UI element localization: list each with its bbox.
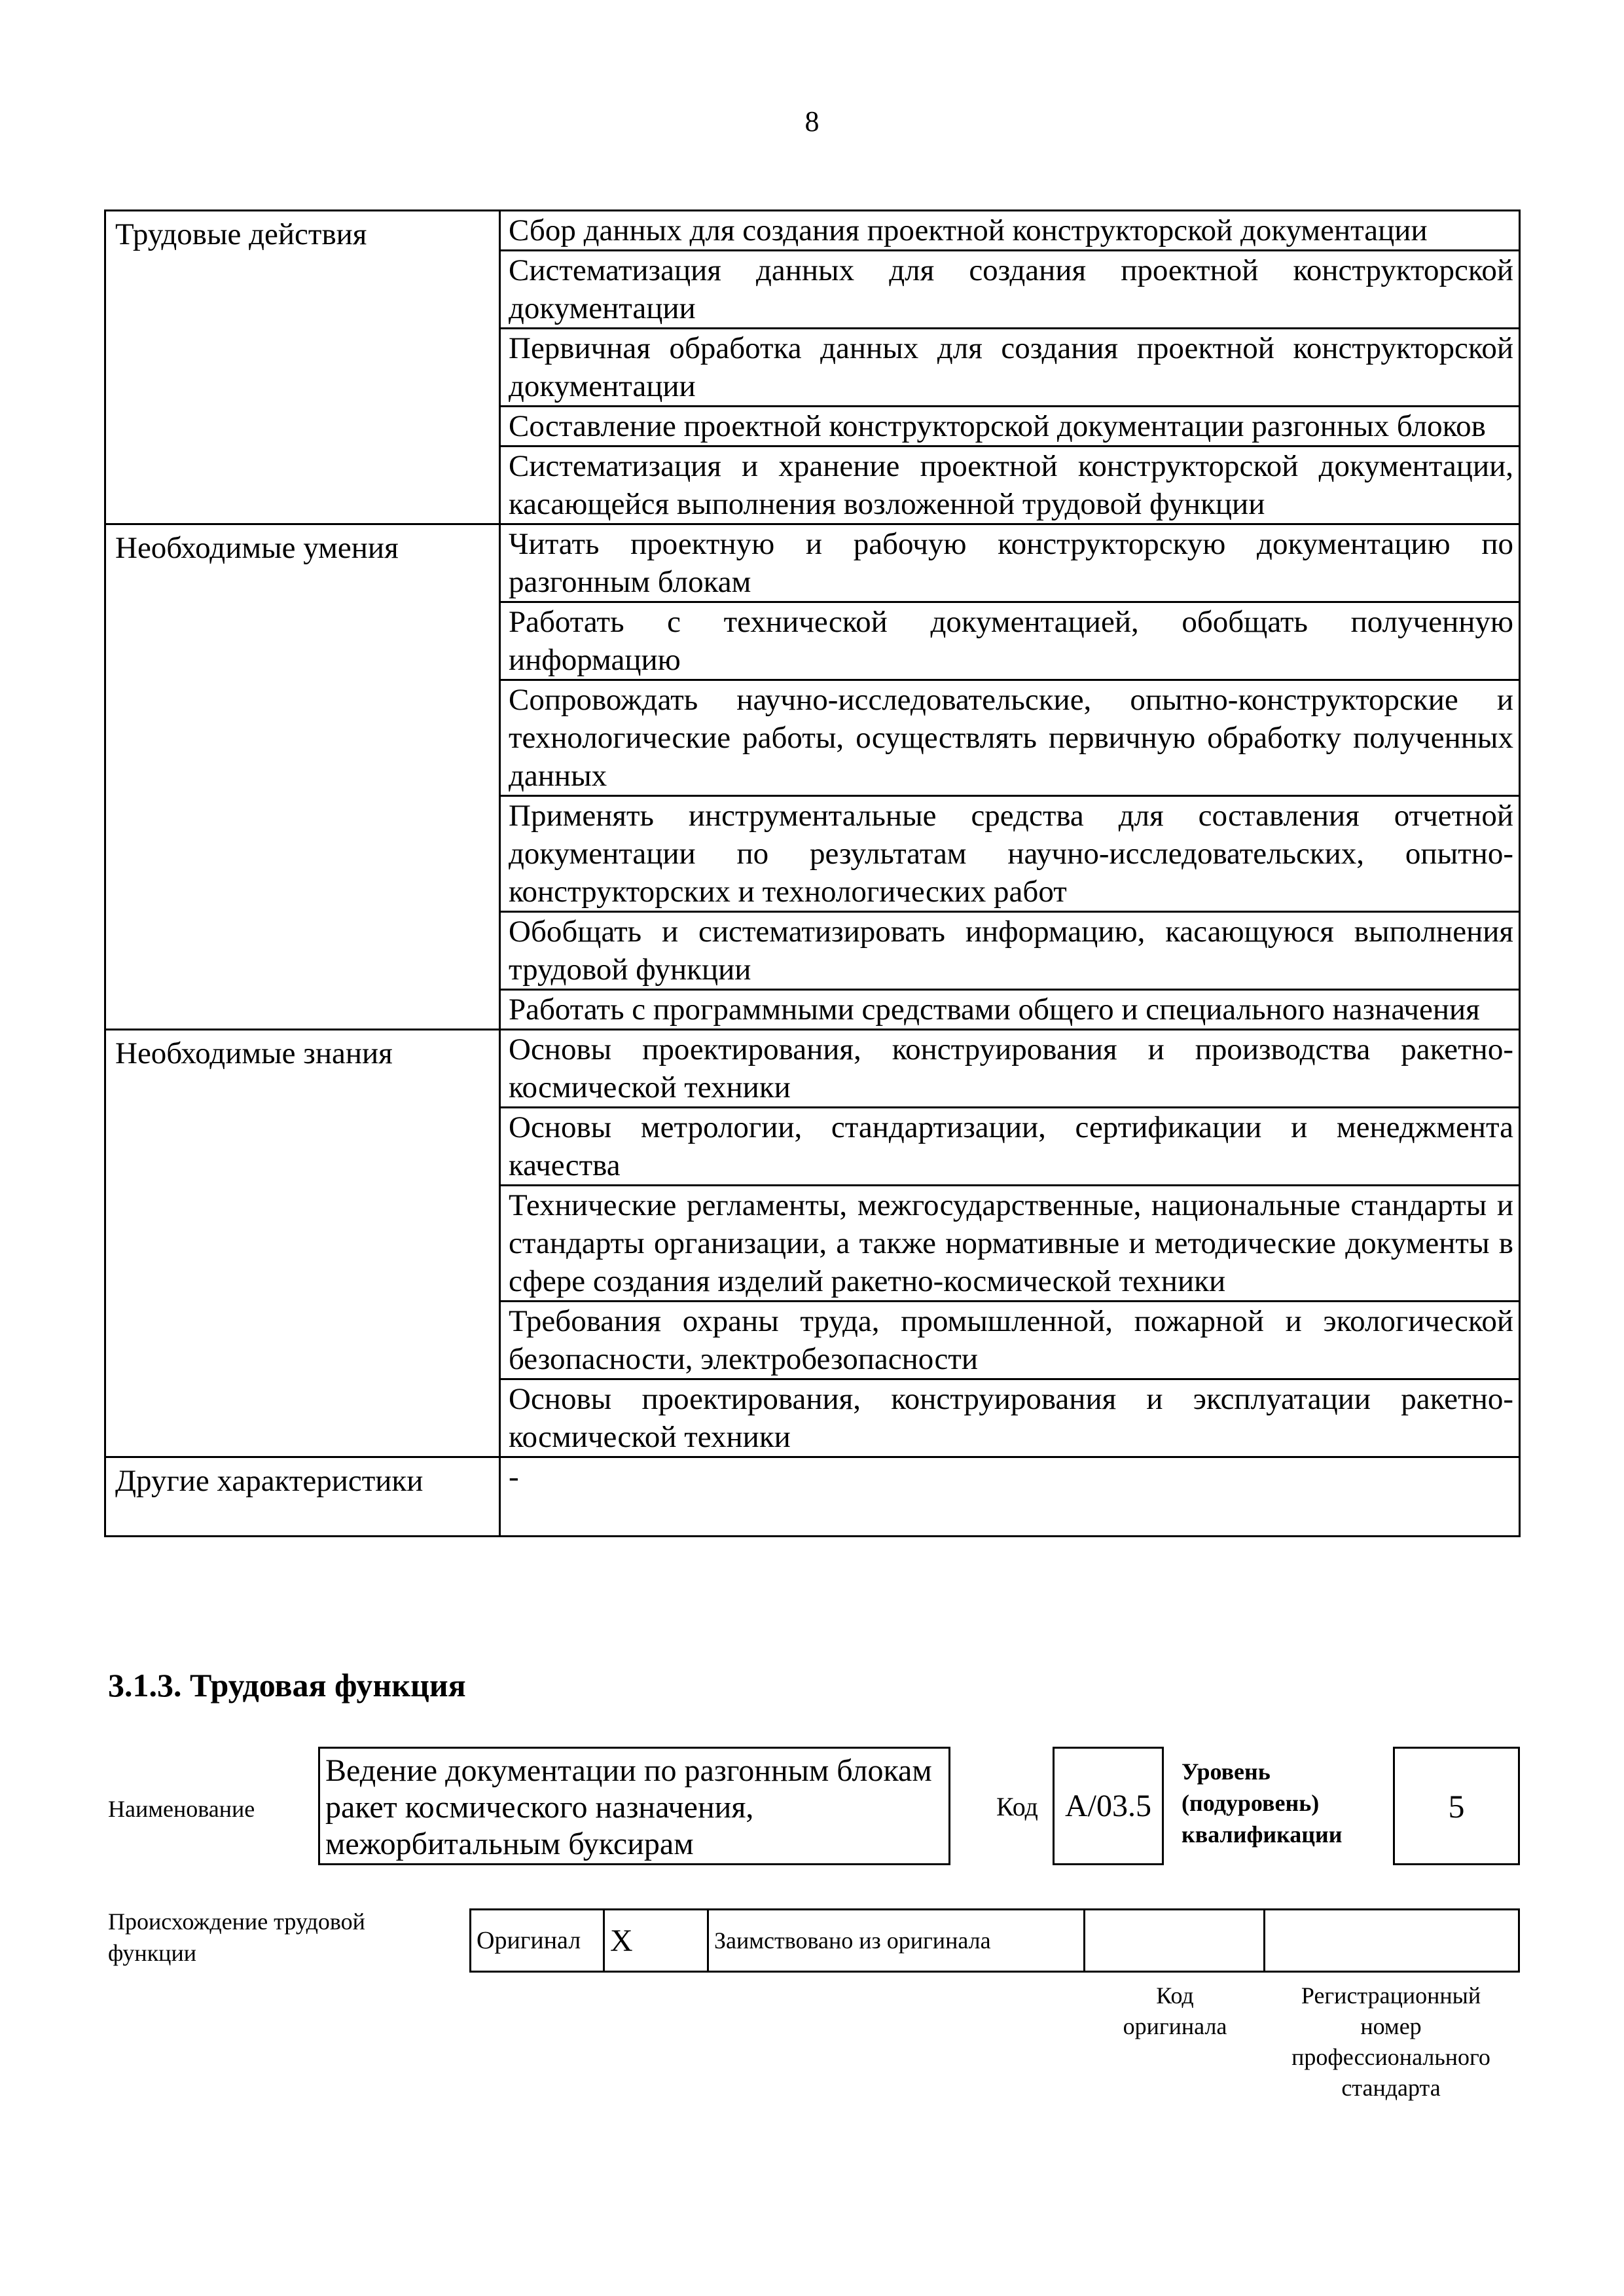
registration-number-cell [1265,1910,1519,1972]
level-label-line2: (подуровень) [1182,1790,1320,1816]
row-label: Другие характеристики [105,1457,500,1537]
list-item: Систематизация и хранение проектной конструкторской документации, касающейся выполнения возложенной трудовой функции [509,449,1513,521]
table-row [105,211,1520,524]
labor-function-table [104,210,1521,1537]
original-mark: X [604,1910,708,1972]
list-item: Основы проектирования, конструирования и производства ракетно-космической техники [501,1030,1519,1108]
table-row [105,524,1520,1030]
code-caption: Код оригинала [1123,1982,1227,2039]
name-label: Наименование [108,1796,255,1822]
level-label-line1: Уровень [1182,1758,1271,1785]
list-item: Основы метрологии, стандартизации, сертификации и менеджмента качества [501,1108,1519,1186]
page-number: 8 [804,105,820,137]
registration-caption: Регистрационный номер профессионального стандарта [1291,1982,1490,2101]
list-item: Составление проектной конструкторской документации разгонных блоков [501,407,1519,447]
list-item: Требования охраны труда, промышленной, пожарной и экологической безопасности, электробезопасности [501,1302,1519,1380]
list-item: Сопровождать научно-исследовательские, опытно-конструкторские и технологические работы, осуществлять первичную обработку полученных данных [501,681,1519,797]
level-label-line3: квалификации [1182,1821,1343,1848]
table-row [105,1030,1520,1457]
list-item: Читать проектную и рабочую конструкторскую документацию по разгонным блокам [501,525,1519,603]
table-row [471,1910,1519,1972]
borrowed-cell: Заимствовано из оригинала [708,1910,1085,1972]
function-name-field: Ведение документации по разгонным блокам ракет космического назначения, межорбитальным буксирам [318,1747,950,1865]
origin-label-line1: Происхождение трудовой [108,1908,365,1935]
list-item: Систематизация данных для создания проектной конструкторской документации [501,251,1519,329]
list-item: Применять инструментальные средства для составления отчетной документации по результатам научно-исследовательских, опытно-конструкторских и технологических работ [501,797,1519,913]
list-item: Первичная обработка данных для создания проектной конструкторской документации [501,329,1519,407]
code-label: Код [996,1792,1038,1821]
list-item: Сбор данных для создания проектной конструкторской документации [501,211,1519,251]
list-item: Работать с технической документацией, обобщать полученную информацию [501,603,1519,681]
row-label: Трудовые действия [105,211,500,524]
list-item: - [509,1460,519,1494]
function-code-field: А/03.5 [1053,1747,1164,1865]
origin-table [469,1908,1520,1973]
list-item: Обобщать и систематизировать информацию, касающуюся выполнения трудовой функции [501,913,1519,991]
list-item: Основы проектирования, конструирования и эксплуатации ракетно-космической техники [509,1382,1513,1454]
table-row [105,1457,1520,1537]
list-item: Технические регламенты, межгосударственные, национальные стандарты и стандарты организации, а также нормативные и методические документы в сфере создания изделий ракетно-космической техники [501,1186,1519,1302]
origin-label-line2: функции [108,1940,196,1966]
section-title: 3.1.3. Трудовая функция [108,1667,466,1704]
original-code-cell [1085,1910,1265,1972]
list-item: Работать с программными средствами общего и специального назначения [509,993,1480,1027]
qualification-level-field: 5 [1393,1747,1520,1865]
row-label: Необходимые знания [105,1030,500,1457]
original-cell: Оригинал [471,1910,604,1972]
row-label: Необходимые умения [105,524,500,1030]
